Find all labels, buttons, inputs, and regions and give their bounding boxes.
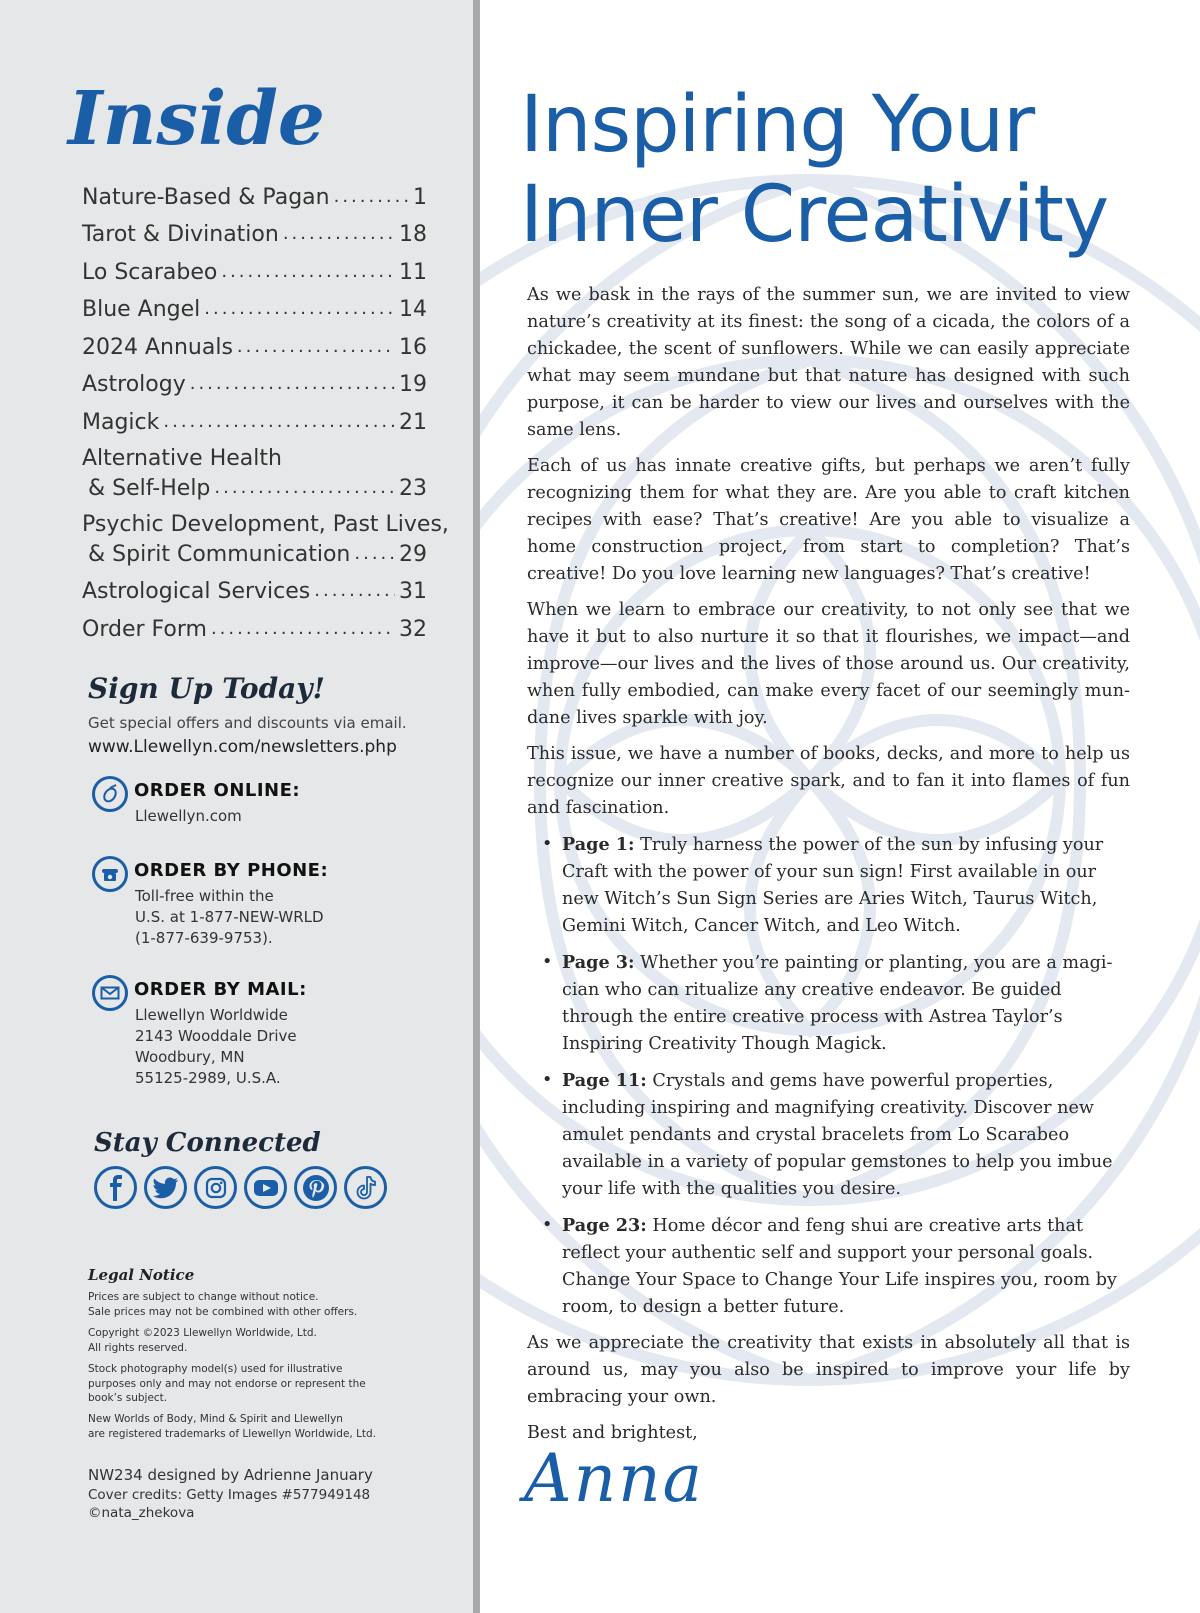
paragraph: As we bask in the rays of the summer sun, we are invited to view nature’s creativity at its finest: the song of a cicada, the colors of a chickadee, the scent of sunflowers. While we can easily appreciate what may seem mundane but that nature has designed with such purpose, it can be harder to view our lives and ourselves with the same lens. [527, 285, 1130, 440]
stay-connected-title: Stay Connected [94, 1128, 321, 1158]
inside-title: Inside [68, 76, 326, 162]
toc-item[interactable]: Order Form ..... 32 [82, 604, 427, 642]
toc-item[interactable]: Tarot & Divination ..... 18 [82, 210, 427, 248]
signup-text: Get special offers and discounts via email. [88, 714, 407, 732]
instagram-icon[interactable] [194, 1166, 237, 1209]
toc-item[interactable]: Astrology ..... 19 [82, 360, 427, 398]
mail-icon [92, 975, 128, 1011]
list-item: • Page 23: Home décor and feng shui are creative arts that reflect your authentic self and support your personal goals. Change Your Space to Change Your Life inspires you, room by room, to design a better future. [562, 1212, 1130, 1321]
toc-item[interactable]: Astrological Services ..... 31 [82, 567, 427, 605]
trademark-notice: New Worlds of Body, Mind & Spirit and Llewellyn are registered trademarks of Llewellyn Worldwide, Ltd. [88, 1413, 377, 1440]
signature: Anna [524, 1440, 705, 1517]
pinterest-icon[interactable] [294, 1166, 337, 1209]
list-item: • Page 1: Truly harness the power of the sun by infusing your Craft with the power of your sun sign! First available in our new Witch’s Sun Sign Series are Aries Witch, Taurus Witch, Gemini Witch, Cancer Witch, and Leo Witch. [562, 831, 1130, 940]
toc-item[interactable]: Nature-Based & Pagan ..... 1 [82, 172, 427, 210]
paragraph: This issue, we have a number of books, decks, and more to help us recognize our inner creative spark, and to fan it into flames of fun and fascination. [527, 744, 1130, 818]
youtube-icon[interactable] [244, 1166, 287, 1209]
phone-icon [92, 856, 128, 892]
column-divider [473, 0, 480, 1613]
toc-item[interactable]: Magick ..... 21 [82, 397, 427, 435]
list-item: • Page 11: Crystals and gems have powerful properties, including inspiring and magnifying creativity. Discover new amulet pendants and crystal bracelets from Lo Scarabeo available in a variety of popular gemstones to help you imbue your life with the qualities you desire. [562, 1067, 1130, 1203]
list-item: • Page 3: Whether you’re painting or planting, you are a magician who can ritualize any creative endeavor. Be guided through the entire creative process with Astrea Taylor’s Inspiring Creativity Though Magick. [562, 949, 1130, 1058]
stock-photo-notice: Stock photography model(s) used for illustrative purposes only and may not endorse or represent the book’s subject. [88, 1363, 366, 1404]
closing: Best and brightest, [527, 1423, 698, 1443]
paragraph: When we learn to embrace our creativity, to not only see that we have it but to also nurture it so that it flourishes, we impact—and improve—our lives and the lives of those around us. Our creativity, when fully embodied, can make every facet of our seemingly mundane lives sparkle with joy. [527, 600, 1130, 728]
legal-notice: Prices are subject to change without notice. Sale prices may not be combined with other offers. [88, 1291, 358, 1318]
photo-credit: ©nata_zhekova [88, 1505, 195, 1521]
cover-credit: Cover credits: Getty Images #577949148 [88, 1487, 371, 1503]
designer-credit: NW234 designed by Adrienne January [88, 1466, 373, 1484]
toc-item[interactable]: Alternative Health & Self-Help ..... 23 [82, 435, 427, 501]
copyright-notice: Copyright ©2023 Llewellyn Worldwide, Ltd. All rights reserved. [88, 1327, 317, 1354]
twitter-icon[interactable] [144, 1166, 187, 1209]
paragraph: Each of us has innate creative gifts, but perhaps we aren’t fully recognizing them for what they are. Are you able to craft kitchen recipes with ease? That’s creative! Are you able to visualize a home construction project, from start to completion? That’s creative! Do you love learning new languages? That’s creative! [527, 456, 1130, 584]
facebook-icon[interactable] [94, 1166, 137, 1209]
toc-item[interactable]: Lo Scarabeo ..... 11 [82, 247, 427, 285]
toc-item[interactable]: Blue Angel ..... 14 [82, 285, 427, 323]
mouse-icon [92, 776, 128, 812]
social-icons [94, 1166, 387, 1209]
page-title: Inspiring Your Inner Creativity [520, 80, 1109, 260]
table-of-contents [82, 172, 449, 642]
legal-notice-title: Legal Notice [88, 1266, 195, 1284]
order-online-link[interactable]: Llewellyn.com [135, 807, 242, 825]
newsletter-link[interactable]: www.Llewellyn.com/newsletters.php [88, 737, 397, 757]
toc-item[interactable]: Psychic Development, Past Lives, & Spirit Communication ..... 29 [82, 501, 427, 567]
tiktok-icon[interactable] [344, 1166, 387, 1209]
toc-item[interactable]: 2024 Annuals ..... 16 [82, 322, 427, 360]
editorial-body [527, 282, 1130, 1456]
highlights-list [527, 831, 1130, 1321]
signup-title: Sign Up Today! [88, 672, 325, 705]
paragraph: As we appreciate the creativity that exists in absolutely all that is around us, may you also be inspired to improve your life by embracing your own. [527, 1333, 1130, 1407]
